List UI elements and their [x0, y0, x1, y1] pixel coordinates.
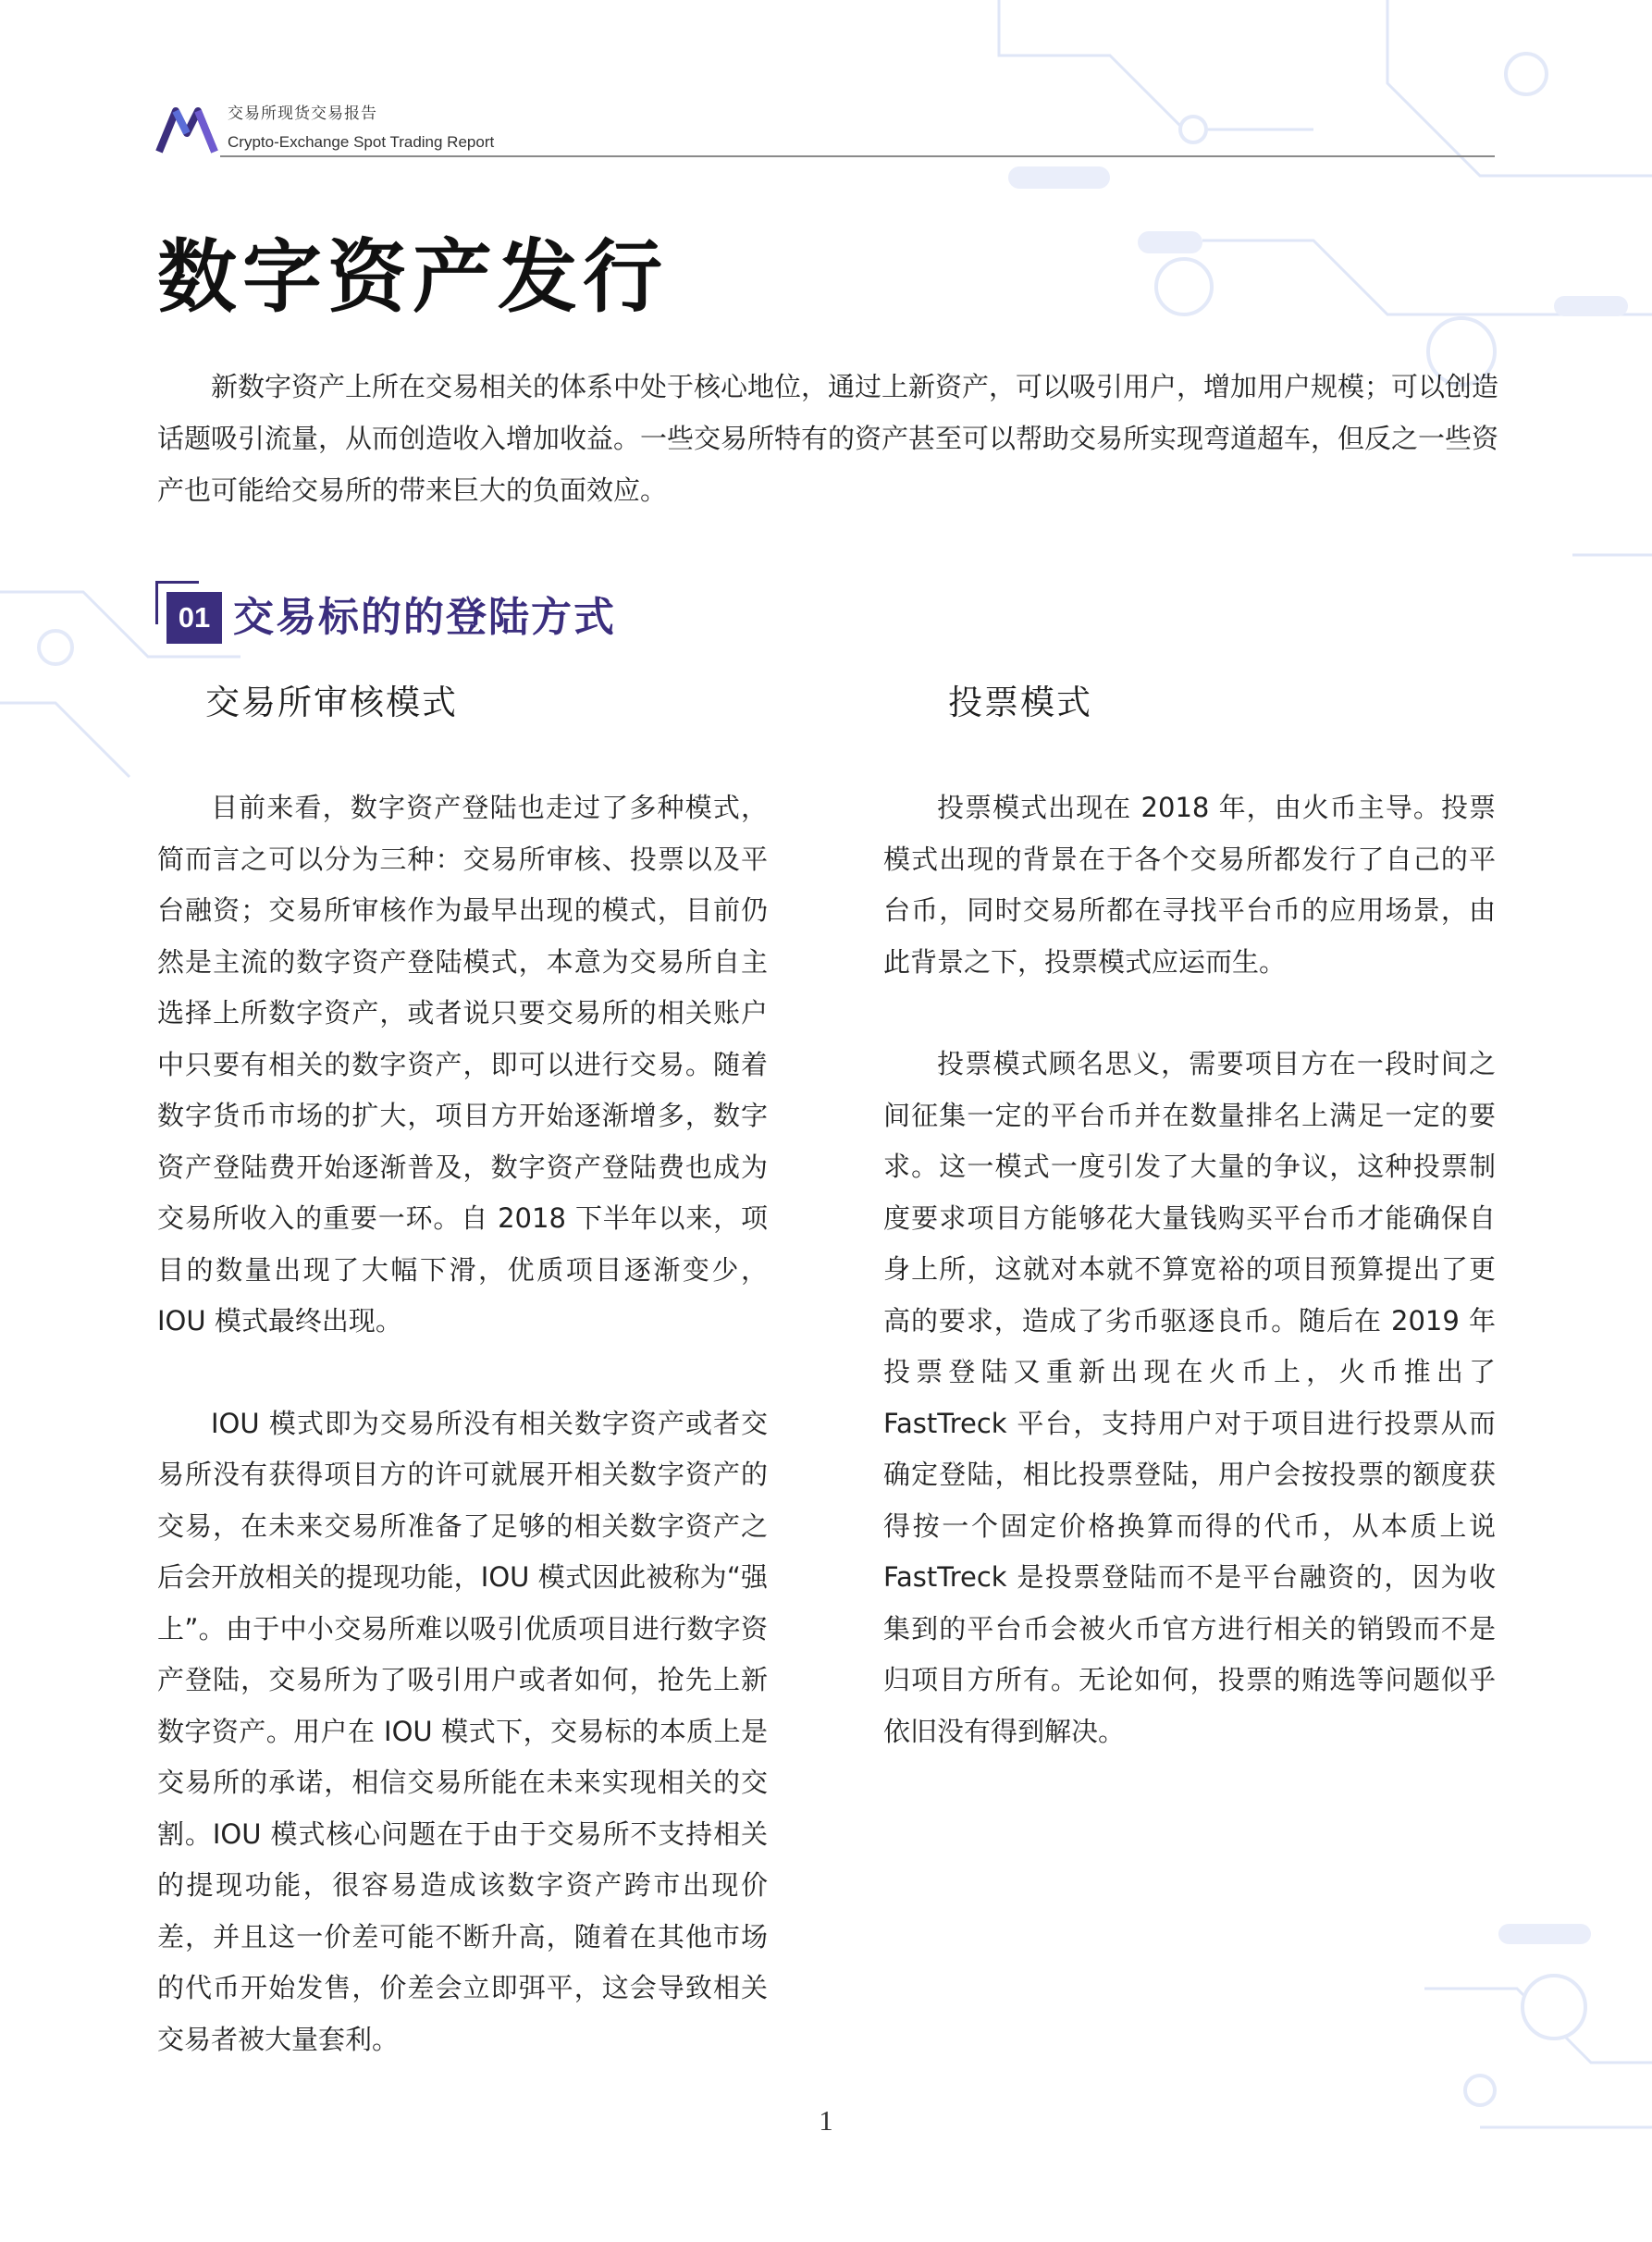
header-titles [228, 104, 494, 154]
report-header [155, 100, 1495, 159]
left-paragraph-2: IOU 模式即为交易所没有相关数字资产或者交易所没有获得项目方的许可就展开相关数字资产的交易，在未来交易所准备了足够的相关数字资产之后会开放相关的提现功能，IOU 模式因此被称为“强上”。由于中小交易所难以吸引优质项目进行数字资产登陆，交易所为了吸引用户或者如何，抢先上新数字资产。用户在 IOU 模式下，交易标的本质上是交易所的承诺，相信交易所能在未来实现相关的交割。IOU 模式核心问题在于由于交易所不支持相关的提现功能，很容易造成该数字资产跨市出现价差，并且这一价差可能不断升高，随着在其他市场的代币开始发售，价差会立即弭平，这会导致相关交易者被大量套利。 [157, 1407, 768, 2055]
left-column-heading: 交易所审核模式 [205, 683, 458, 722]
section-number-badge: 01 [166, 592, 222, 644]
right-column [883, 675, 1496, 1808]
header-title-cn: 交易所现货交易报告 [228, 105, 377, 123]
page-title: 数字资产发行 [157, 231, 668, 324]
brand-logo [155, 104, 218, 155]
left-paragraph-1: 目前来看，数字资产登陆也走过了多种模式，简而言之可以分为三种：交易所审核、投票以及平台融资；交易所审核作为最早出现的模式，目前仍然是主流的数字资产登陆模式，本意为交易所自主选择上所数字资产，或者说只要交易所的相关账户中只要有相关的数字资产，即可以进行交易。随着数字货币市场的扩大，项目方开始逐渐增多，数字资产登陆费开始逐渐普及，数字资产登陆费也成为交易所收入的重要一环。自 2018 下半年以来，项目的数量出现了大幅下滑，优质项目逐渐变少，IOU 模式最终出现。 [157, 792, 768, 1337]
left-column [157, 675, 768, 2116]
header-divider [220, 155, 1495, 157]
right-column-heading: 投票模式 [948, 683, 1092, 722]
page-number: 1 [819, 2104, 833, 2137]
right-paragraph-2: 投票模式顾名思义，需要项目方在一段时间之间征集一定的平台币并在数量排名上满足一定的要求。这一模式一度引发了大量的争议，这种投票制度要求项目方能够花大量钱购买平台币才能确保自身上所，这就对本就不算宽裕的项目预算提出了更高的要求，造成了劣币驱逐良币。随后在 2019 年投票登陆又重新出现在火币上，火币推出了 FastTreck 平台，支持用户对于项目进行投票从而确定登陆，相比投票登陆，用户会按投票的额度获得按一个固定价格换算而得的代币，从本质上说 FastTreck 是投票登陆而不是平台融资的，因为收集到的平台币会被火币官方进行相关的销毁而不是归项目方所有。无论如何，投票的贿选等问题似乎依旧没有得到解决。 [883, 1048, 1496, 1747]
right-paragraph-1: 投票模式出现在 2018 年，由火币主导。投票模式出现的背景在于各个交易所都发行了自己的平台币，同时交易所都在寻找平台币的应用场景，由此背景之下，投票模式应运而生。 [883, 792, 1496, 978]
section-title: 交易标的的登陆方式 [233, 594, 616, 641]
header-title-en: Crypto-Exchange Spot Trading Report [228, 133, 495, 151]
intro-paragraph: 新数字资产上所在交易相关的体系中处于核心地位，通过上新资产，可以吸引用户，增加用户规模；可以创造话题吸引流量，从而创造收入增加收益。一些交易所特有的资产甚至可以帮助交易所实现弯道超车，但反之一些资产也可能给交易所的带来巨大的负面效应。 [157, 371, 1499, 506]
section-heading [155, 581, 803, 651]
